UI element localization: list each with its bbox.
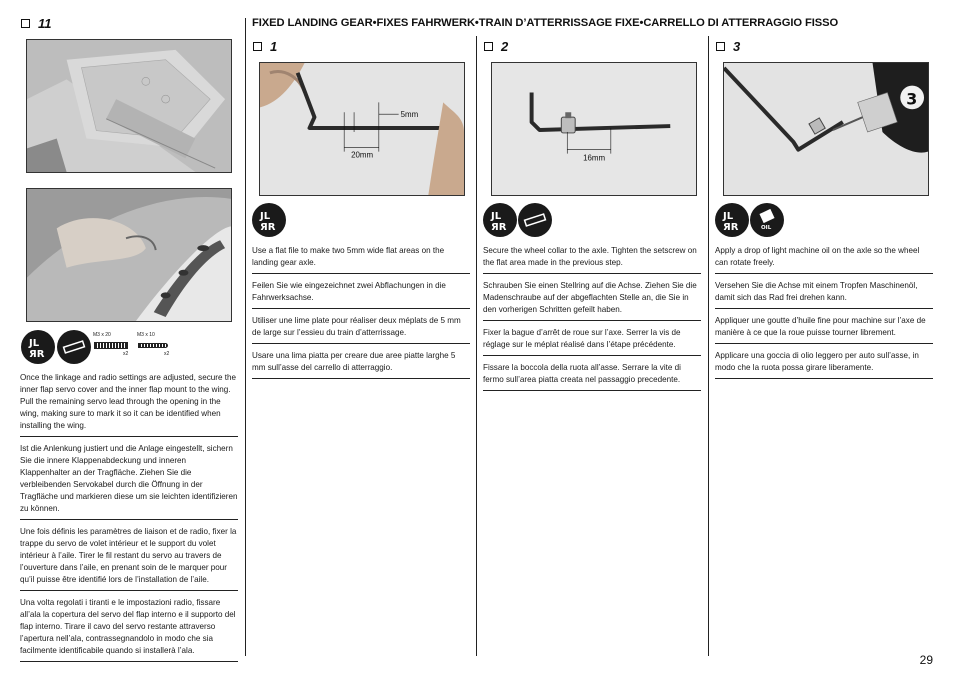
step-2-heading [484, 39, 508, 54]
step-2-hex-wrench-icon [518, 203, 552, 237]
svg-text:JL: JL [29, 338, 40, 349]
svg-text:ЯR: ЯR [491, 222, 507, 233]
svg-text:ЯR: ЯR [29, 349, 45, 360]
step-11-number: 11 [38, 16, 52, 31]
step-11-italian: Una volta regolati i tiranti e le impostazioni radio, fissare all’ala la copertura del servo del flap interno e il supporto del flap interno. Tirare il cavo del servo restante attraverso l’apertura nell’ala, contrassegnandolo in modo che sia facilmente identificabile quando si installerà l’ala. [20, 597, 238, 662]
bolt-label: M3 x 20 [93, 332, 111, 338]
page-number: 29 [919, 653, 933, 667]
measure-5mm: 5mm [400, 110, 419, 120]
measure-16mm: 16mm [583, 153, 606, 163]
step-2-instructions [483, 245, 701, 397]
screw-icon [138, 343, 168, 348]
svg-text:ЯR: ЯR [260, 222, 276, 233]
step-11-english: Once the linkage and radio settings are adjusted, secure the inner flap servo cover and the inner flap mount to the wing. Pull the remaining servo lead through the opening in the wing, making sure to mark it so it can be identified when installing the wing. [20, 372, 238, 437]
step-2-checkbox[interactable] [484, 42, 493, 51]
step-11-heading [21, 16, 52, 31]
step-11-instructions [20, 372, 238, 668]
svg-text:3: 3 [906, 89, 918, 109]
step-1-german: Feilen Sie wie eingezeichnet zwei Abflachungen in die Fahrwerksachse. [252, 280, 470, 309]
step-3-oil-icon [750, 203, 784, 237]
step-3-heading [716, 39, 740, 54]
section-title: FIXED LANDING GEAR•FIXES FAHRWERK•TRAIN D’ATTERRISSAGE FIXE•CARRELLO DI ATTERRAGGIO FISSO [252, 17, 839, 29]
step-2-english: Secure the wheel collar to the axle. Tighten the setscrew on the flat area made in the previous step. [483, 245, 701, 274]
measure-20mm: 20mm [351, 150, 374, 160]
step-3-assembly-icon [715, 203, 749, 237]
screw-label: M3 x 10 [137, 332, 155, 338]
screwdriver-icon [57, 330, 91, 364]
step-3-instructions [715, 245, 933, 385]
step-11-german: Ist die Anlenkung justiert und die Anlage eingestellt, sichern Sie die innere Klappenabdeckung und inneren Klappenhalter an der Tragfläche. Ziehen Sie die verbleibenden Servokabel durch die Öffnung in der Tragfläche und markieren diese um sie leichten identifizieren zu können. [20, 443, 238, 520]
step-1-heading [253, 39, 277, 54]
oil-label: OIL [761, 225, 772, 231]
column-divider-3 [708, 36, 709, 656]
step-11-checkbox[interactable] [21, 19, 30, 28]
svg-text:JL: JL [260, 211, 271, 222]
step-2-collar-photo [491, 62, 697, 196]
step-3-checkbox[interactable] [716, 42, 725, 51]
svg-text:JL: JL [723, 211, 734, 222]
wing-servo-cover-photo [26, 39, 232, 173]
step-3-italian: Applicare una goccia di olio leggero per auto sull’asse, in modo che la ruota possa girare liberamente. [715, 350, 933, 379]
step-11-french: Une fois définis les paramètres de liaison et de radio, fixer la trappe du servo de volet intérieur et le support du volet intérieur à l’aile. Tirer le fil restant du servo au travers de l’ouverture dans l’aile, en prenant soin de le marquer pour qu’il puisse être identifié lors de l’installation de l’aile. [20, 526, 238, 591]
step-3-german: Versehen Sie die Achse mit einem Tropfen Maschinenöl, damit sich das Rad frei drehen kann. [715, 280, 933, 309]
step-1-checkbox[interactable] [253, 42, 262, 51]
svg-text:JL: JL [491, 211, 502, 222]
step-1-english: Use a flat file to make two 5mm wide flat areas on the landing gear axle. [252, 245, 470, 274]
step-1-instructions [252, 245, 470, 385]
step-1-number: 1 [270, 39, 278, 54]
step-2-italian: Fissare la boccola della ruota all’asse. Serrare la vite di fermo sull’area piatta creata nel passaggio precedente. [483, 362, 701, 391]
step-3-oil-photo [723, 62, 929, 196]
step-1-french: Utiliser une lime plate pour réaliser deux méplats de 5 mm de large sur l’essieu du train d’atterrissage. [252, 315, 470, 344]
step-1-italian: Usare una lima piatta per creare due aree piatte larghe 5 mm sull’asse del carrello di atterraggio. [252, 350, 470, 379]
step-3-english: Apply a drop of light machine oil on the axle so the wheel can rotate freely. [715, 245, 933, 274]
step-3-number: 3 [733, 39, 741, 54]
step-3-french: Appliquer une goutte d’huile fine pour machine sur l’axe de manière à ce que la roue puisse tourner librement. [715, 315, 933, 344]
svg-text:ЯR: ЯR [723, 222, 739, 233]
step-1-axle-photo [259, 62, 465, 196]
wing-servo-lead-photo [26, 188, 232, 322]
step-2-french: Fixer la bague d’arrêt de roue sur l’axe. Serrer la vis de réglage sur le méplat réalisé dans l’étape précédente. [483, 327, 701, 356]
column-divider-1 [245, 18, 246, 656]
step-2-german: Schrauben Sie einen Stellring auf die Achse. Ziehen Sie die Madenschraube auf der abgeflachten Stelle an, die Sie in den vorherigen Schritten gefeilt haben. [483, 280, 701, 321]
column-divider-2 [476, 36, 477, 656]
step-1-assembly-icon [252, 203, 286, 237]
step-2-number: 2 [501, 39, 509, 54]
assembly-icon [21, 330, 55, 364]
bolt-icon [94, 342, 128, 349]
bolt-qty: x2 [123, 351, 129, 357]
step-2-assembly-icon [483, 203, 517, 237]
screw-qty: x2 [164, 351, 170, 357]
